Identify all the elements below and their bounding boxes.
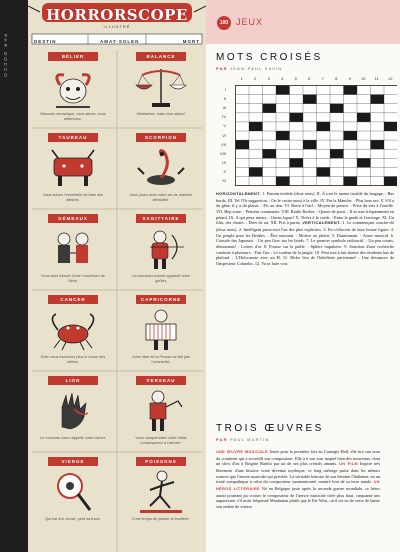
byline-par: PAR [216,437,228,442]
row-number: V [223,123,226,129]
black-square [371,95,385,104]
sign-cell-belier [34,52,112,128]
column-number: 2 [254,76,257,81]
column-number: 6 [308,76,311,81]
sign-name: VIERGE [48,457,98,466]
column-number: 9 [348,76,351,81]
sign-caption: Un nouveau succès apparaît votre goûter. [132,274,190,283]
vertical-label: VERTICALEMENT. [302,221,341,226]
film-text: Inspiré très librement d'une histoire vraie devenue mythique, ce long métrage puise dans les mêmes sources que l'œuvre musicale qui précède. La véritable histoire de son héroïne l'Indienne, en un traité sympathique à celui du compositeur susmentionné, montré loin de sa terre natale. [216,461,380,485]
sign-caption: Le morceau vous rappelle votre tacher. [40,436,106,440]
sign-name: SCORPION [136,133,186,142]
trois-oeuvres-byline [216,437,270,442]
column-number: 1 [240,76,243,81]
trois-oeuvres-text [216,449,380,510]
black-square [344,86,358,95]
horizontal-label: HORIZONTALEMENT. [216,192,261,196]
black-square [357,158,371,167]
black-square [330,104,344,113]
heros-text: Né en Belgique juste après la seconde guerre mondiale, ce héros aurait pourtant pu croiser le compositeur de l'œuvre musicale citée plus haut, cinquante ans auparavant, s'il avait fréquenté Manhattan plutôt que le Far West, où il n'a eu de cesse de battre son ombre de vitesse. [216,485,380,509]
sign-name: VERSEAU [136,376,186,385]
black-square [317,122,331,131]
sign-cell-poissons [122,457,200,533]
accordion-illustration [132,306,190,354]
sign-caption: Vous avez besoin d'une l'ouverture de l'âme. [41,274,105,283]
black-square [236,140,250,149]
sign-cell-balance [122,52,200,128]
horoscope-label-left: DESTIN [34,39,57,44]
left-margin [0,0,28,552]
black-square [384,122,397,131]
vertical-clues: . 2. Intelligent passe-moi l'un des plus explicites. 3. En s'effacent de faire bonne figure. 4. Un peuple pour les Beatles. : Être naissant. : Motive au plaisir. 5. Dantesmani. : Assez musical. 6. Console des Japonais. : Un peu Grec sur les bords. 7. Le premier symbole radioactif. : Un peu courts, détonnants! : Lettres d'or. 8. Pousse sur la paille. : Sphère impulsive. 9. Sanction d'une recherche conduite à plusieurs. : Fait l'air. : Le rouleur de la jungle. 10. Peut tout à fait abriter des résidents bas de plafond. : L'Holocauste avec un H. 11. Riche lieu de l'hôtellerie parisienne! : Une devanture de l'inspecteur Columbo. 12. Va se faire voir. [216,226,394,266]
horizontal-clues: . II. À tout le moins troublé du langage. : Bas bords. III. Tel l'Or suggestion. : On le croise aussi à la ville. IV. Par la Manche. : Plus hors sec. V. S'il a du gêne, il y a du plaisir. : Pic au don. VI. Boire à l'œil. : Moyen de preuve. : Prise du seiz à l'oseille. VII. Hep autre. : Pensées communes. VIII. Radio Rocher. : Queue de paon. : Il se met fréquemment en pétard. IX. A qui peux mieux. : Omiss lupus? X. Tirées à la corde. : Entre la grade et l'arrivage. XI. Un film, des chutes. : Dees de air. XII. Pris à partie. [216,191,394,226]
black-square [290,113,304,122]
black-square [263,104,277,113]
sign-name: BALANCE [136,52,186,61]
sign-cell-lion [34,376,112,452]
figure-illustration [132,387,190,435]
scorpion-illustration [132,144,190,192]
black-square [263,149,277,158]
sign-caption: Il est temps de passer la frontière. [132,517,190,521]
row-number: III [222,105,226,111]
sign-cell-gemeaux [34,214,112,290]
black-square [371,140,385,149]
games-page [206,0,400,552]
row-number: VI [222,132,226,138]
row-number: I [224,87,226,92]
horoscope-label-right: MORT [182,39,200,44]
sign-name: BÉLIER [48,52,98,61]
column-number: 7 [321,76,324,81]
column-number: 5 [294,76,297,81]
vertical-clue-hint: (deux mots) [216,226,237,232]
trois-oeuvres-title: TROIS ŒUVRES [216,423,324,434]
crossword-title: MOTS CROISÉS [216,52,323,63]
row-number: X [223,168,226,174]
sign-caption: Vous suivez l'ensemble de faire des affaires. [42,193,104,202]
hand-illustration [44,387,102,435]
film-label: UN FILM [339,462,359,467]
black-square [276,177,290,186]
crossword-byline [216,66,282,71]
scale-illustration [132,63,190,111]
sign-name: POISSONS [136,457,186,466]
sign-caption: Qui est à le chose, perd sa trace. [45,517,101,521]
sign-cell-scorpion [122,133,200,209]
black-square [303,95,317,104]
horoscope-page [28,0,206,552]
sign-cell-cancer [34,295,112,371]
sign-caption: Hésitantes, mais mon séjour! [136,112,186,116]
bull-illustration [44,144,102,192]
crab-illustration [44,306,102,354]
black-square [344,131,358,140]
sign-cell-vierge [34,457,112,533]
sign-cell-taureau [34,133,112,209]
black-square [344,177,358,186]
column-number: 4 [281,76,284,81]
sign-name: TAUREAU [48,133,98,142]
sign-caption: Votre idée de la Prusse ne fait pas l'unanimité. [132,355,190,364]
sign-name: GÉMEAUX [48,214,98,223]
twins-illustration [44,225,102,273]
oeuvre-musicale-label: UNE ŒUVRE MUSICALE [216,450,269,454]
sign-cell-verseau [122,376,200,452]
spine-credit: PAR DOCCO [3,34,8,79]
sign-caption: Enfin vous trouverez plus le clown des strikes. [40,355,106,364]
sign-name: CANCER [48,295,98,304]
column-number: 11 [374,76,379,81]
runner-illustration [132,468,190,516]
row-number: IV [222,114,226,120]
black-square [276,86,290,95]
column-number: 10 [361,76,366,81]
sign-name: LION [48,376,98,385]
sign-name: SAGITTAIRE [136,214,186,223]
archer-illustration [132,225,190,273]
black-square [290,158,304,167]
ram-illustration [44,63,102,111]
sign-name: CAPRICORNE [136,295,186,304]
horizontal-clue-hint: (deux mots) [294,191,315,196]
byline-author: PAUL MARTIN [230,437,270,442]
column-number: 8 [335,76,338,81]
black-square [249,167,263,176]
row-number: VIII [219,150,226,156]
horoscope-label-center: AMAT-SOLEN [100,39,140,44]
black-square [276,131,290,140]
black-square [357,113,371,122]
page-number-badge: 100 [217,16,231,30]
mirror-illustration [44,468,102,516]
row-number: IX [222,159,226,165]
black-square [330,149,344,158]
horoscope-title: HORRORSCOPE [46,6,188,24]
row-number: XI [222,178,226,183]
column-number: 12 [388,76,393,81]
row-number: II [223,96,226,102]
sign-cell-capricorne [122,295,200,371]
byline-par: PAR [216,66,228,71]
crossword-grid [216,76,400,188]
column-number: 3 [267,76,270,81]
crossword-clues [216,191,394,267]
vertical-clue-1: 1. Le commençant couche-tôt [342,220,394,226]
black-square [384,177,397,186]
black-square [303,140,317,149]
crossword-board [235,85,397,186]
sign-caption: Vous jouez avec votre vie de manière démodée. [129,193,193,202]
horizontal-clue-1: 1. Parrain terrible [262,191,293,196]
oeuvre-musicale-text: Jouée pour la première fois au Carnegie Hall, elle tire son nom du continent qui a accueilli son compositeur. Elle a à son tour inspiré bien des morceaux, dont un slow d'où à Brigitte Bardot par un de ses plus créatifs amants. [216,449,380,467]
heros-label: UN HÉROS LITTÉRAIRE [216,480,380,491]
sign-caption: Vous comprendrez votre faible conséquence à l'arrivée. [135,436,187,445]
black-square [249,122,263,131]
section-title: JEUX [236,17,264,27]
sign-cell-sagittaire [122,214,200,290]
byline-author: JEAN-PAUL SAVIN [230,66,283,71]
black-square [317,167,331,176]
horoscope-subtitle: ILLUSTRÉ [103,24,131,29]
sign-caption: Mauvais mécanique, vous aimez, vous déteriorez. [40,112,106,121]
row-number: VII [221,141,226,147]
